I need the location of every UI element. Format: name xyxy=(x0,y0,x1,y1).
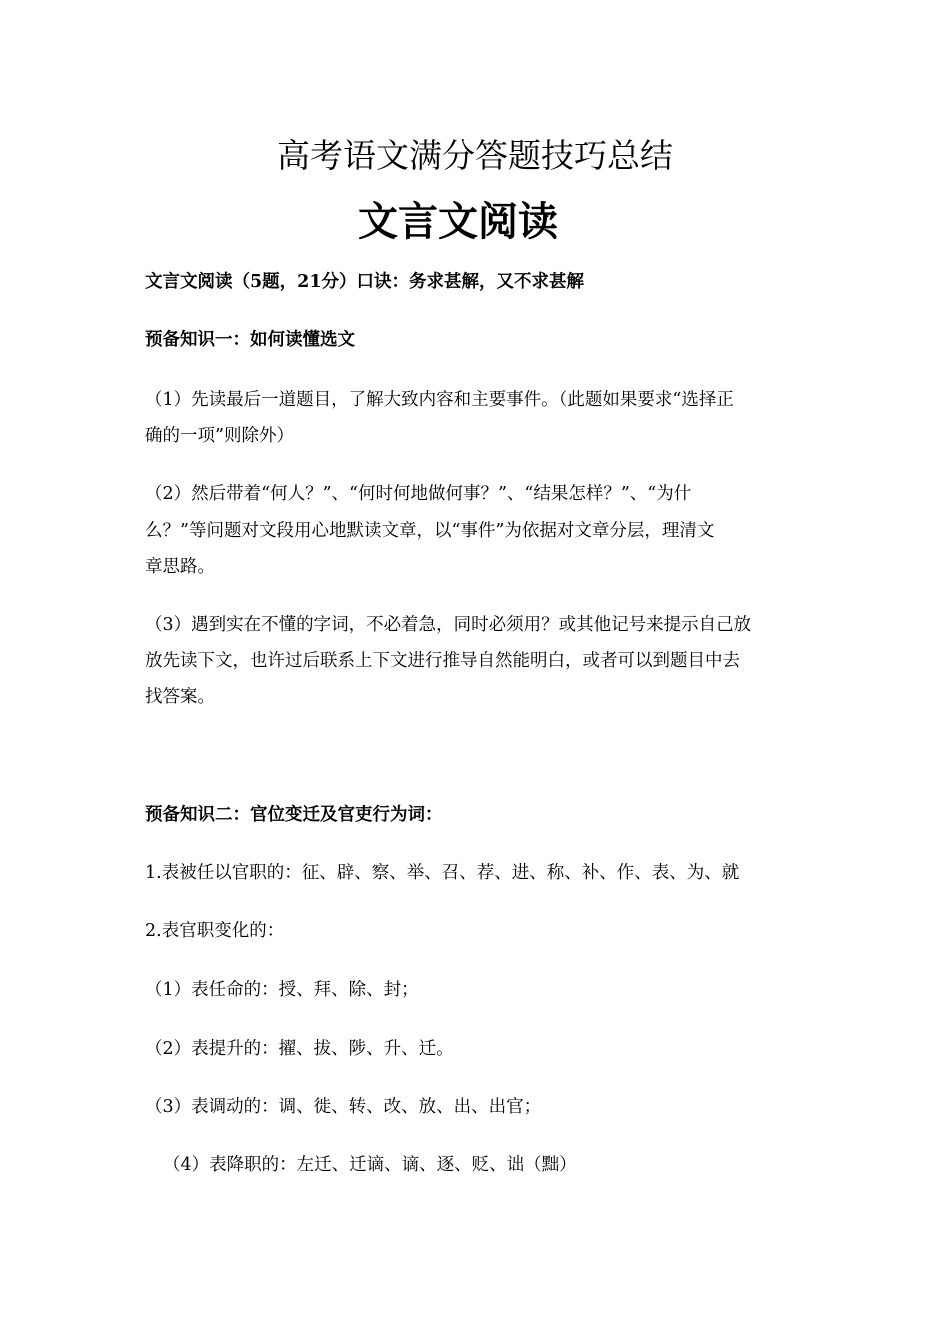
section1-p1-line2: 确的一项”则除外） xyxy=(145,426,294,446)
document-title: 高考语文满分答题技巧总结 xyxy=(277,136,673,175)
section1-p2-line1: （2）然后带着“何人？”、“何时何地做何事？”、“结果怎样？”、“为什 xyxy=(145,484,692,504)
section2-heading: 预备知识二：官位变迁及官吏行为词： xyxy=(145,805,443,825)
section2-sub2: （2）表提升的：擢、拔、陟、升、迁。 xyxy=(145,1039,454,1059)
section1-p1-line1: （1）先读最后一道题目，了解大致内容和主要事件。（此题如果要求“选择正 xyxy=(145,390,734,410)
section1-p3-line2: 放先读下文，也许过后联系上下文进行推导自然能明白，或者可以到题目中去 xyxy=(145,651,740,671)
section1-p2-line3: 章思路。 xyxy=(145,557,215,577)
section2-sub1: （1）表任命的：授、拜、除、封； xyxy=(145,980,419,1000)
section2-sub4: （4）表降职的：左迁、迁谪、谪、逐、贬、诎（黜） xyxy=(163,1155,577,1175)
section1-heading: 预备知识一：如何读懂选文 xyxy=(145,330,355,350)
document-subtitle: 文言文阅读 xyxy=(358,199,558,245)
section2-item2: 2.表官职变化的： xyxy=(145,921,285,941)
section1-p3-line3: 找答案。 xyxy=(145,687,215,707)
section2-item1: 1.表被任以官职的：征、辟、察、举、召、荐、进、称、补、作、表、为、就 xyxy=(145,863,740,883)
section2-sub3: （3）表调动的：调、徙、转、改、放、出、出官； xyxy=(145,1097,542,1117)
intro-line: 文言文阅读（5题，21分）口诀：务求甚解，又不求甚解 xyxy=(145,272,585,292)
section1-p2-line2: 么？”等问题对文段用心地默读文章，以“事件”为依据对文章分层，理清文 xyxy=(145,521,715,541)
section1-p3-line1: （3）遇到实在不懂的字词，不必着急，同时必须用？或其他记号来提示自己放 xyxy=(145,615,752,635)
